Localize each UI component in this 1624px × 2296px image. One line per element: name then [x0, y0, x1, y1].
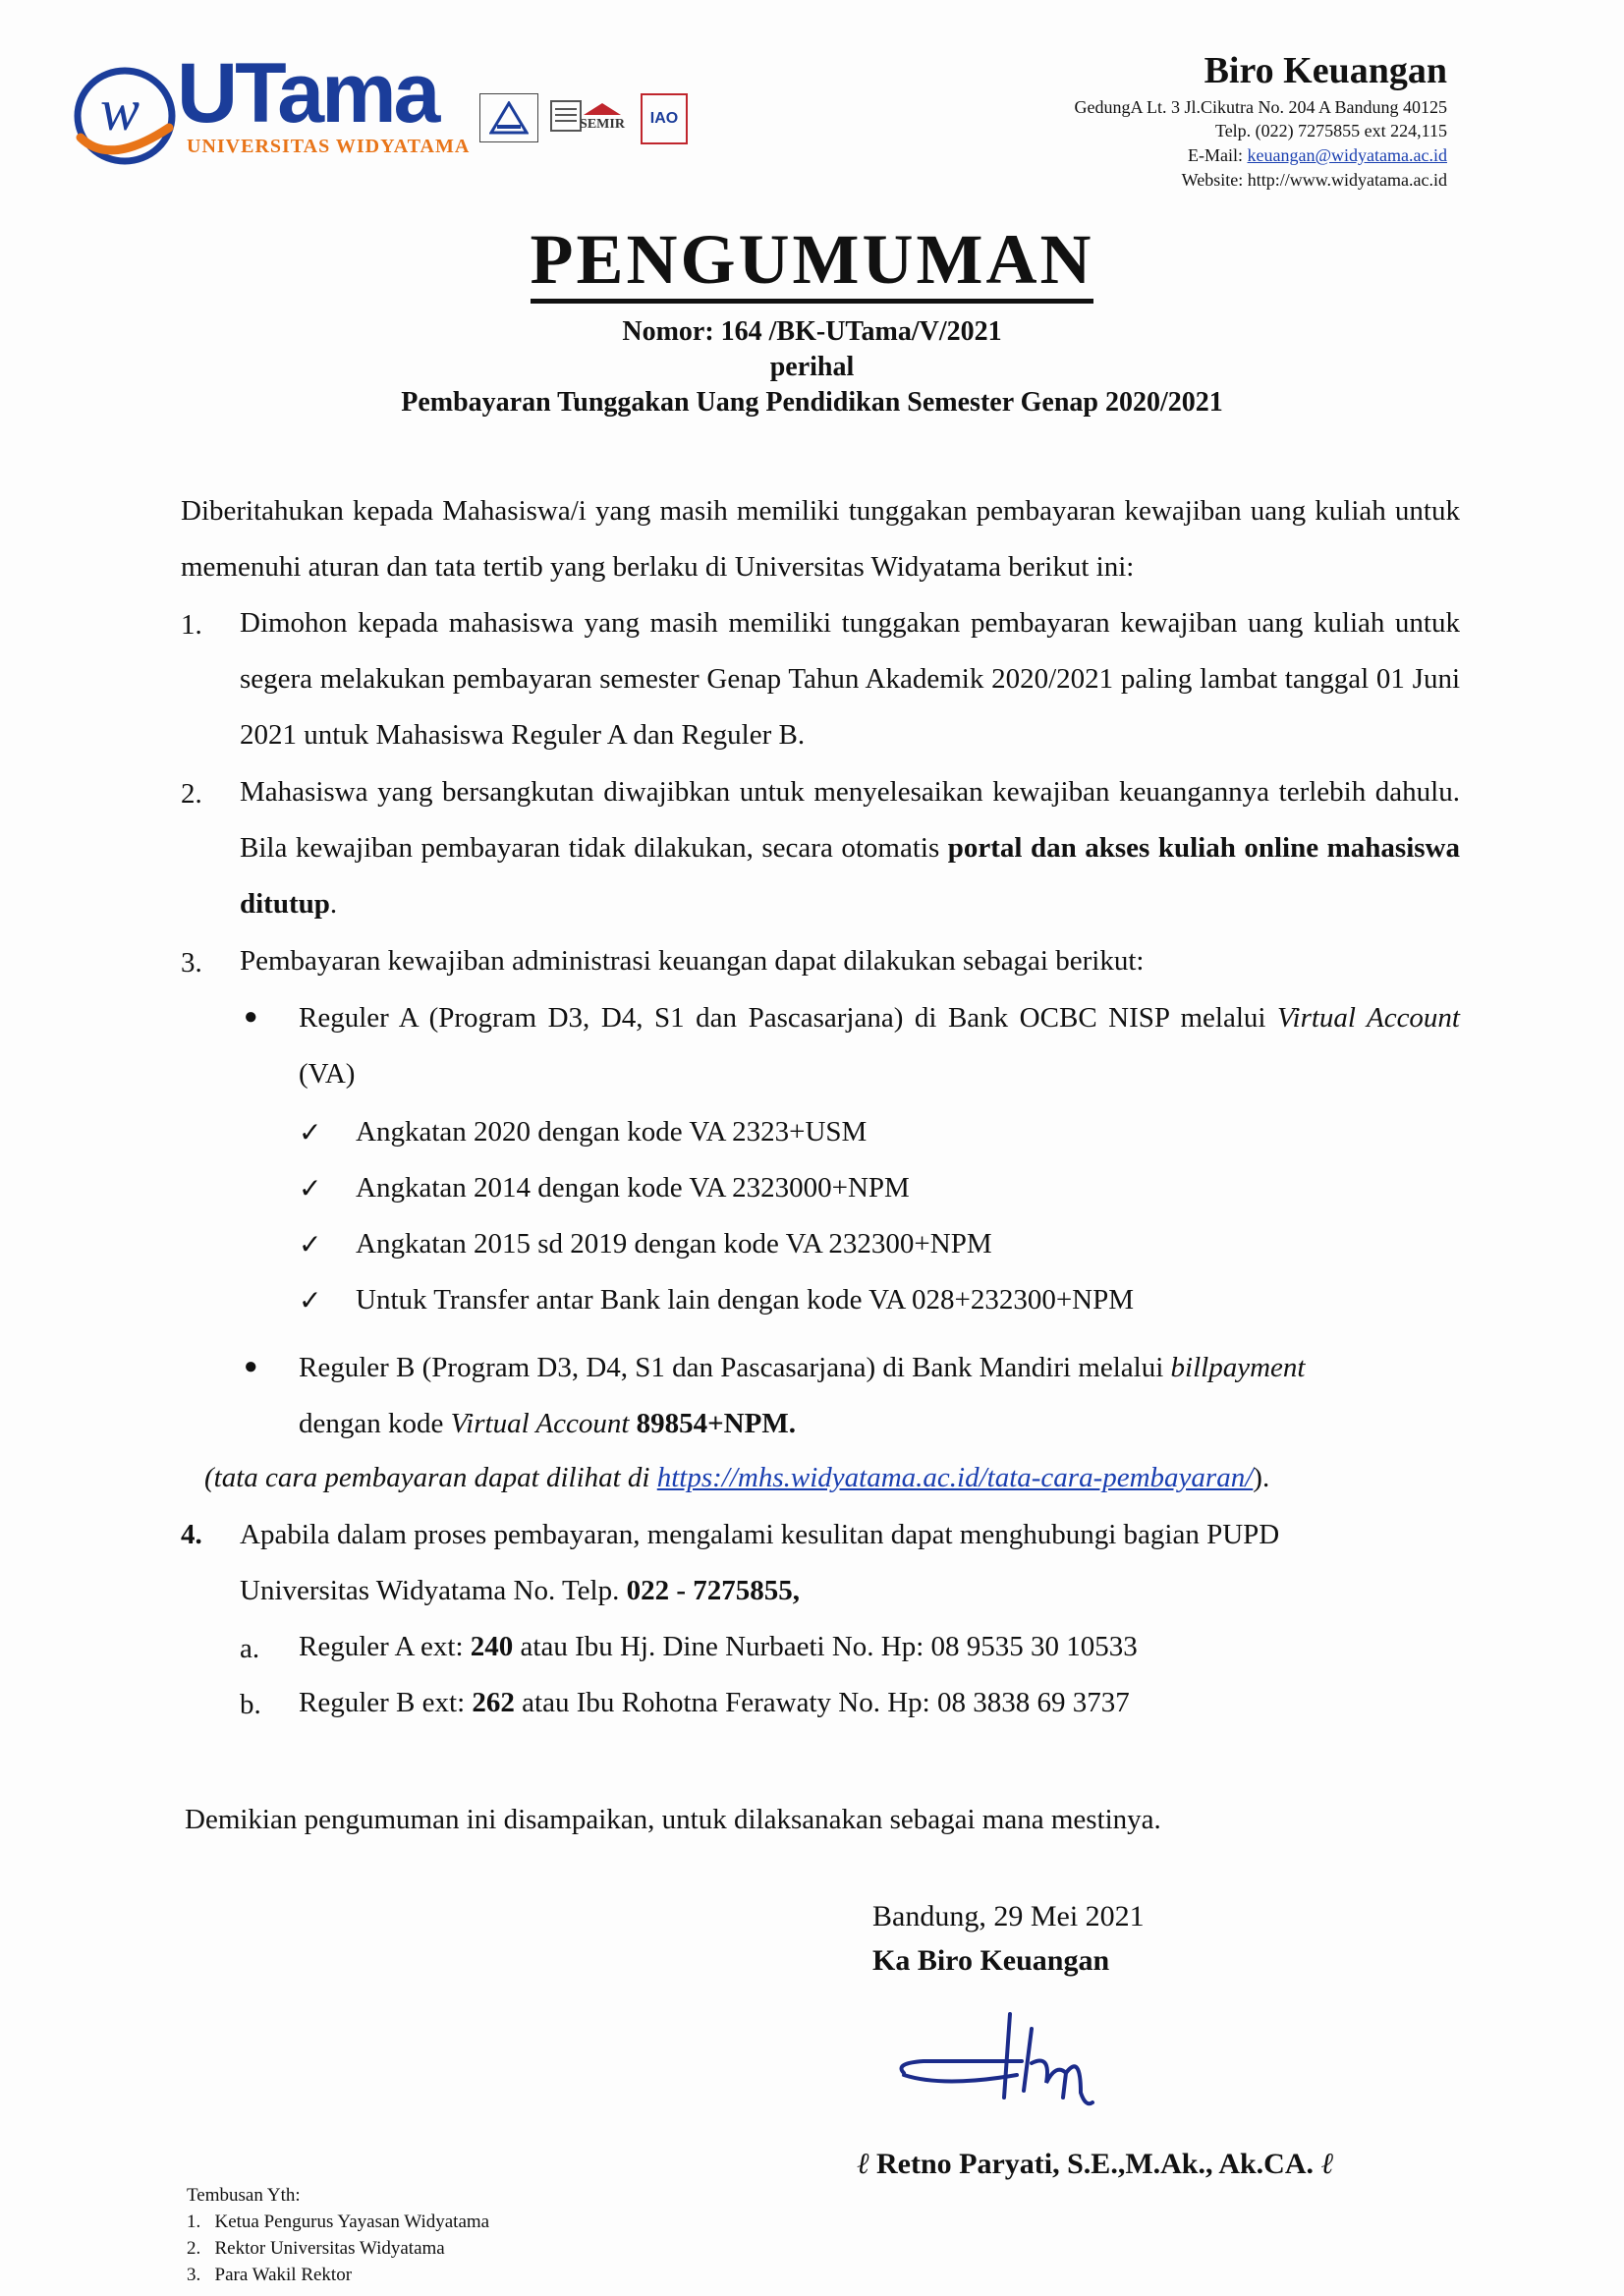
contact-a-ext: 240 [470, 1631, 514, 1662]
semir-emblem-icon [580, 101, 625, 117]
logo-letter: w [100, 78, 140, 142]
reguler-b-va: Virtual Account [450, 1408, 630, 1439]
perihal-label: perihal [769, 352, 855, 382]
reguler-b-text [299, 1340, 1460, 1452]
logo-name: UTama [177, 46, 438, 140]
announcement-title [0, 220, 1624, 304]
office-address: GedungA Lt. 3 Jl.Cikutra No. 204 A Bandung 40125 [1074, 97, 1447, 117]
contact-a-letter: a. [240, 1633, 260, 1664]
item-1-text: Dimohon kepada mahasiswa yang masih memiliki tunggakan pembayaran kewajiban uang kuliah untuk segera melakukan pembayaran semester Genap Tahun Akademik 2020/2021 paling lambat tanggal 01 Juni 2021 untuk Mahasiswa Reguler A dan Reguler B. [240, 607, 1460, 751]
item-2-text [240, 764, 1460, 932]
contact-b-letter: b. [240, 1689, 261, 1720]
va-code-2014: Angkatan 2014 dengan kode VA 2323000+NPM [356, 1172, 910, 1204]
check-icon: ✓ [299, 1230, 322, 1260]
payment-guide-link[interactable]: https://mhs.widyatama.ac.id/tata-cara-pembayaran/ [656, 1462, 1254, 1493]
contact-b-label: Reguler B ext: [299, 1687, 473, 1718]
cc-item: 2. Rektor Universitas Widyatama [187, 2238, 445, 2259]
semir-badge [574, 93, 631, 140]
va-code-2020: Angkatan 2020 dengan kode VA 2323+USM [356, 1116, 868, 1148]
office-website: Website: http://www.widyatama.ac.id [1181, 170, 1447, 190]
office-email [1188, 146, 1447, 164]
reguler-a-body: Reguler A (Program D3, D4, S1 dan Pascasarjana) di Bank OCBC NISP melalui [299, 1002, 1277, 1034]
email-label: E-Mail: [1188, 145, 1248, 165]
reguler-b-billpayment: billpayment [1170, 1352, 1306, 1383]
reguler-a-va: Virtual Account [1276, 1002, 1460, 1034]
reguler-b-kode: dengan kode [299, 1408, 451, 1439]
paraf-mark-icon: ℓ [1320, 2148, 1334, 2180]
logo-subtitle: UNIVERSITAS WIDYATAMA [187, 136, 471, 157]
bullet-reguler-b: ● [244, 1354, 258, 1379]
paraf-mark-icon: ℓ [857, 2148, 869, 2180]
bullet-reguler-a: ● [244, 1004, 258, 1030]
document-subject: Pembayaran Tunggakan Uang Pendidikan Semester Genap 2020/2021 [401, 387, 1223, 418]
contact-b-person: atau Ibu Rohotna Ferawaty No. Hp: 08 3838 69 3737 [514, 1687, 1130, 1718]
cc-item: 1. Ketua Pengurus Yayasan Widyatama [187, 2212, 490, 2232]
va-code-transfer: Untuk Transfer antar Bank lain dengan kode VA 028+232300+NPM [356, 1284, 1135, 1316]
payment-guide-end: ). [1253, 1462, 1270, 1493]
reguler-b-code: 89854+NPM. [629, 1408, 796, 1439]
signer-position: Ka Biro Keuangan [872, 1944, 1110, 1977]
contact-reguler-a [299, 1631, 1138, 1663]
handwritten-signature-icon [884, 2004, 1120, 2112]
item-4-line-2 [240, 1575, 800, 1607]
item-2-end: . [329, 888, 338, 920]
place-date: Bandung, 29 Mei 2021 [872, 1900, 1145, 1932]
certification-badge-icon [479, 93, 538, 142]
item-3-number: 3. [181, 947, 202, 979]
document-number: Nomor: 164 /BK-UTama/V/2021 [622, 316, 1002, 347]
va-code-2015-2019: Angkatan 2015 sd 2019 dengan kode VA 232300+NPM [356, 1228, 992, 1260]
item-3-text: Pembayaran kewajiban administrasi keuangan dapat dilakukan sebagai berikut: [240, 945, 1145, 977]
item-2-number: 2. [181, 778, 202, 810]
reguler-b-body: Reguler B (Program D3, D4, S1 dan Pascasarjana) di Bank Mandiri melalui [299, 1352, 1171, 1383]
check-icon: ✓ [299, 1286, 322, 1316]
office-name: Biro Keuangan [1204, 50, 1447, 91]
contact-a-person: atau Ibu Hj. Dine Nurbaeti No. Hp: 08 9535 30 10533 [513, 1631, 1138, 1662]
intro-paragraph: Diberitahukan kepada Mahasiswa/i yang masih memiliki tunggakan pembayaran kewajiban uang kuliah untuk memenuhi aturan dan tata tertib yang berlaku di Universitas Widyatama berikut ini: [181, 495, 1460, 583]
item-4-line-1: Apabila dalam proses pembayaran, mengalami kesulitan dapat menghubungi bagian PUPD [240, 1519, 1280, 1550]
reguler-a-end: (VA) [299, 1058, 356, 1090]
university-logo-icon [71, 59, 179, 167]
pupd-phone: 022 - 7275855, [626, 1575, 801, 1606]
check-icon: ✓ [299, 1174, 322, 1204]
item-2-bold: portal dan akses kuliah online mahasiswa ditutup [240, 832, 1460, 920]
payment-guide-text: (tata cara pembayaran dapat dilihat di [204, 1462, 657, 1493]
title-heading: PENGUMUMAN [531, 224, 1094, 304]
contact-a-label: Reguler A ext: [299, 1631, 471, 1662]
contact-reguler-b [299, 1687, 1130, 1719]
iao-badge: IAO [641, 93, 688, 144]
item-1-number: 1. [181, 609, 202, 641]
cc-label: Tembusan Yth: [187, 2185, 301, 2206]
check-icon: ✓ [299, 1118, 322, 1148]
payment-guide-note [204, 1462, 1269, 1494]
contact-b-ext: 262 [472, 1687, 515, 1718]
email-link[interactable]: keuangan@widyatama.ac.id [1247, 145, 1447, 165]
item-2-body: Mahasiswa yang bersangkutan diwajibkan untuk menyelesaikan kewajiban keuangannya terlebih dahulu. Bila kewajiban pembayaran tidak dilakukan, secara otomatis [240, 776, 1460, 864]
semir-label: SEMIR [580, 117, 625, 132]
item-4-number: 4. [181, 1519, 202, 1550]
reguler-a-text [299, 990, 1460, 1102]
closing-statement: Demikian pengumuman ini disampaikan, untuk dilaksanakan sebagai mana mestinya. [185, 1804, 1161, 1835]
signer-name [857, 2148, 1333, 2181]
cc-item: 3. Para Wakil Rektor [187, 2265, 353, 2285]
signer-name-text: Retno Paryati, S.E.,M.Ak., Ak.CA. [876, 2148, 1315, 2180]
office-phone: Telp. (022) 7275855 ext 224,115 [1214, 121, 1447, 140]
item-4-text: Universitas Widyatama No. Telp. [240, 1575, 627, 1606]
